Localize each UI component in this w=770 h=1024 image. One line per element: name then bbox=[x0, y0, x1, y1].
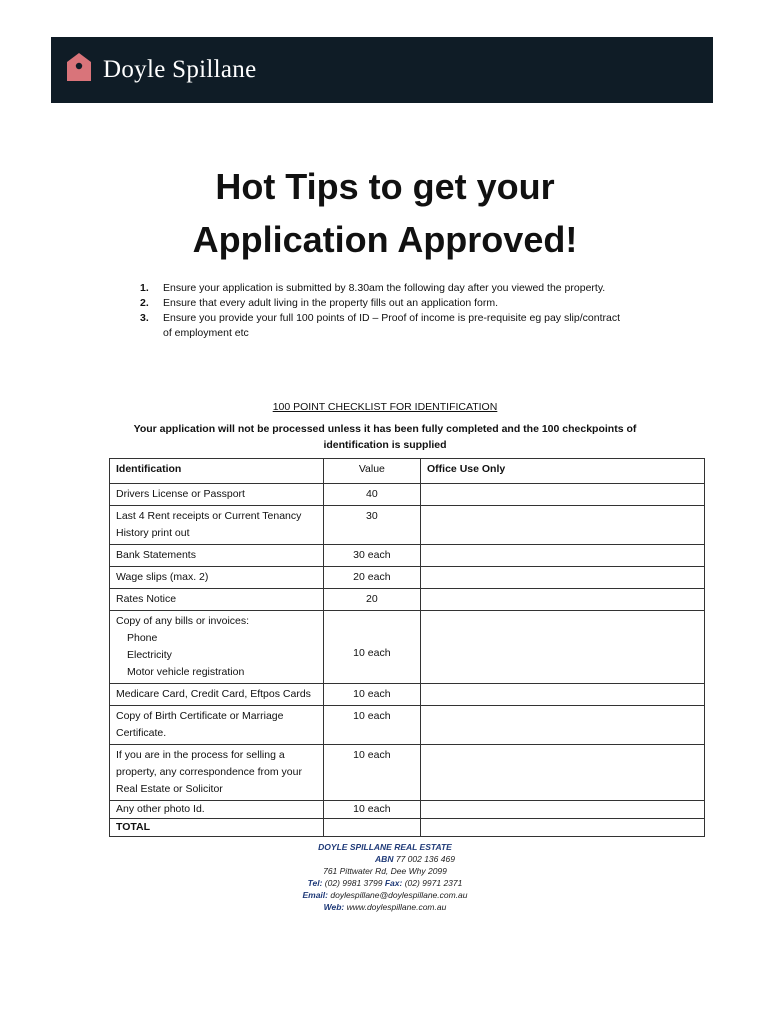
list-item-text: Ensure that every adult living in the property fills out an application form. bbox=[163, 297, 499, 309]
total-value-cell[interactable] bbox=[323, 819, 420, 837]
list-item-text: Ensure you provide your full 100 points of ID – Proof of income is pre-requisite eg pay slip/contract of employment etc bbox=[163, 312, 620, 339]
total-label: TOTAL bbox=[110, 819, 324, 837]
row-value: 10 each bbox=[323, 684, 420, 706]
table-row bbox=[110, 589, 705, 611]
row-value: 40 bbox=[323, 484, 420, 506]
footer bbox=[0, 841, 770, 913]
row-value: 10 each bbox=[323, 611, 420, 684]
row-identification: Wage slips (max. 2) bbox=[110, 567, 324, 589]
footer-email bbox=[0, 889, 770, 901]
house-icon bbox=[66, 52, 92, 82]
table-row bbox=[110, 506, 705, 545]
tel-label: Tel: bbox=[307, 878, 323, 888]
list-number: 3. bbox=[140, 312, 149, 324]
tips-list bbox=[140, 281, 630, 341]
id-checklist-table bbox=[109, 458, 705, 837]
subitem: Phone bbox=[127, 632, 158, 644]
abn-value: 77 002 136 469 bbox=[395, 854, 455, 864]
office-use-cell[interactable] bbox=[421, 506, 705, 545]
office-use-cell[interactable] bbox=[421, 589, 705, 611]
header-identification: Identification bbox=[110, 459, 324, 484]
office-use-cell[interactable] bbox=[421, 706, 705, 745]
checklist-title: 100 POINT CHECKLIST FOR IDENTIFICATION bbox=[272, 401, 498, 413]
list-item bbox=[140, 311, 630, 341]
header-office-use: Office Use Only bbox=[421, 459, 705, 484]
fax-value: (02) 9971 2371 bbox=[404, 878, 463, 888]
row-identification: Copy of Birth Certificate or Marriage Certificate. bbox=[110, 706, 324, 745]
office-use-cell[interactable] bbox=[421, 745, 705, 801]
office-use-cell[interactable] bbox=[421, 545, 705, 567]
email-link[interactable]: doylespillane@doylespillane.com.au bbox=[330, 890, 468, 900]
table-row bbox=[110, 745, 705, 801]
checklist-notice: Your application will not be processed unless it has been fully completed and the 100 checkpoints of identification is supplied bbox=[133, 423, 637, 451]
web-label: Web: bbox=[323, 902, 345, 912]
table-row bbox=[110, 801, 705, 819]
list-item-text: Ensure your application is submitted by 8.30am the following day after you viewed the property. bbox=[163, 282, 606, 294]
row-value: 30 each bbox=[323, 545, 420, 567]
web-link[interactable]: www.doylespillane.com.au bbox=[346, 902, 447, 912]
fax-label: Fax: bbox=[384, 878, 403, 888]
list-number: 1. bbox=[140, 282, 149, 294]
title-line-2: Application Approved! bbox=[192, 219, 578, 260]
row-identification: Bank Statements bbox=[110, 545, 324, 567]
row-identification: Medicare Card, Credit Card, Eftpos Cards bbox=[110, 684, 324, 706]
footer-web bbox=[0, 901, 770, 913]
row-value: 20 bbox=[323, 589, 420, 611]
row-value: 10 each bbox=[323, 801, 420, 819]
table-row bbox=[110, 567, 705, 589]
brand-name: Doyle Spillane bbox=[103, 56, 257, 83]
list-number: 2. bbox=[140, 297, 149, 309]
table-row bbox=[110, 684, 705, 706]
table-row bbox=[110, 706, 705, 745]
office-use-cell[interactable] bbox=[421, 684, 705, 706]
table-row bbox=[110, 545, 705, 567]
row-identification: Last 4 Rent receipts or Current Tenancy History print out bbox=[110, 506, 324, 545]
row-identification: Rates Notice bbox=[110, 589, 324, 611]
row-identification: If you are in the process for selling a property, any correspondence from your Real Estate or Solicitor bbox=[110, 745, 324, 801]
row-identification bbox=[110, 611, 324, 684]
row-identification: Drivers License or Passport bbox=[110, 484, 324, 506]
tel-value: (02) 9981 3799 bbox=[324, 878, 383, 888]
email-label: Email: bbox=[302, 890, 328, 900]
footer-address: 761 Pittwater Rd, Dee Why 2099 bbox=[323, 866, 447, 876]
office-use-cell[interactable] bbox=[421, 484, 705, 506]
office-use-cell[interactable] bbox=[421, 801, 705, 819]
footer-company: DOYLE SPILLANE REAL ESTATE bbox=[318, 842, 452, 852]
row-value: 10 each bbox=[323, 745, 420, 801]
list-item bbox=[140, 281, 630, 296]
abn-label: ABN bbox=[375, 854, 394, 864]
header-value: Value bbox=[323, 459, 420, 484]
table-header-row bbox=[110, 459, 705, 484]
subitem: Motor vehicle registration bbox=[127, 666, 245, 678]
row-value: 10 each bbox=[323, 706, 420, 745]
row-identification-text: Copy of any bills or invoices: bbox=[116, 615, 250, 627]
subitem: Electricity bbox=[127, 649, 172, 661]
row-value: 30 bbox=[323, 506, 420, 545]
office-use-cell[interactable] bbox=[421, 611, 705, 684]
list-item bbox=[140, 296, 630, 311]
title-line-1: Hot Tips to get your bbox=[215, 166, 555, 207]
page-title bbox=[0, 160, 770, 266]
header-banner bbox=[51, 37, 713, 103]
table-row bbox=[110, 484, 705, 506]
table-total-row bbox=[110, 819, 705, 837]
row-identification: Any other photo Id. bbox=[110, 801, 324, 819]
total-office-use-cell[interactable] bbox=[421, 819, 705, 837]
office-use-cell[interactable] bbox=[421, 567, 705, 589]
row-value: 20 each bbox=[323, 567, 420, 589]
table-row bbox=[110, 611, 705, 684]
footer-phone bbox=[0, 877, 770, 889]
footer-abn bbox=[0, 853, 770, 865]
